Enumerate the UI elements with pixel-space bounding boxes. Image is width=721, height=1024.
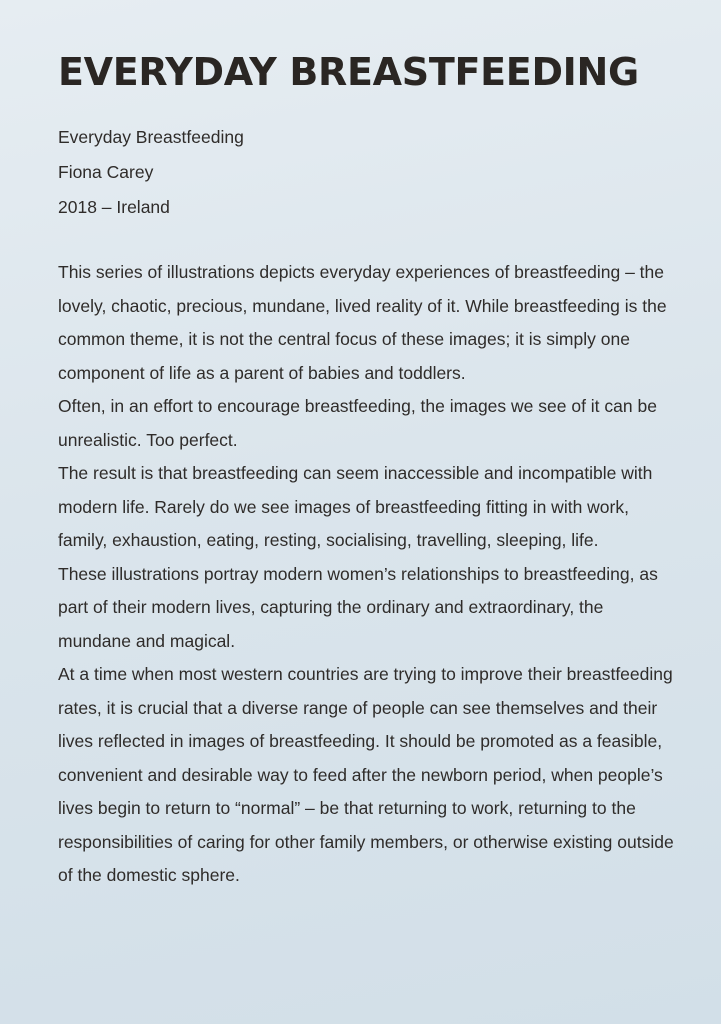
paragraph-2: Often, in an effort to encourage breastfeeding, the images we see of it can be unrealistic. Too perfect. <box>58 396 657 450</box>
description-body <box>58 256 678 893</box>
page-title: EVERYDAY BREASTFEEDING <box>58 50 639 94</box>
year-place: 2018 – Ireland <box>58 197 170 217</box>
paragraph-3: The result is that breastfeeding can seem inaccessible and incompatible with modern life. Rarely do we see images of breastfeeding fitting in with work, family, exhaustion, eating, resting, socialising, travelling, sleeping, life. <box>58 463 653 550</box>
artist-name: Fiona Carey <box>58 162 154 182</box>
artwork-meta <box>58 120 658 225</box>
paragraph-4: These illustrations portray modern women’s relationships to breastfeeding, as part of their modern lives, capturing the ordinary and extraordinary, the mundane and magical. <box>58 563 658 651</box>
work-title: Everyday Breastfeeding <box>58 127 244 147</box>
paragraph-1: This series of illustrations depicts everyday experiences of breastfeeding – the lovely, chaotic, precious, mundane, lived reality of it. While breastfeeding is the common theme, it is not the central focus of these images; it is simply one component of life as a parent of babies and toddlers. <box>58 262 667 383</box>
paragraph-5: At a time when most western countries are trying to improve their breastfeeding rates, it is crucial that a diverse range of people can see themselves and their lives reflected in images of breastfeeding. It should be promoted as a feasible, convenient and desirable way to feed after the newborn period, when people’s lives begin to return to “normal” – be that returning to work, returning to the responsibilities of caring for other family members, or otherwise existing outside of the domestic sphere. <box>58 664 674 885</box>
